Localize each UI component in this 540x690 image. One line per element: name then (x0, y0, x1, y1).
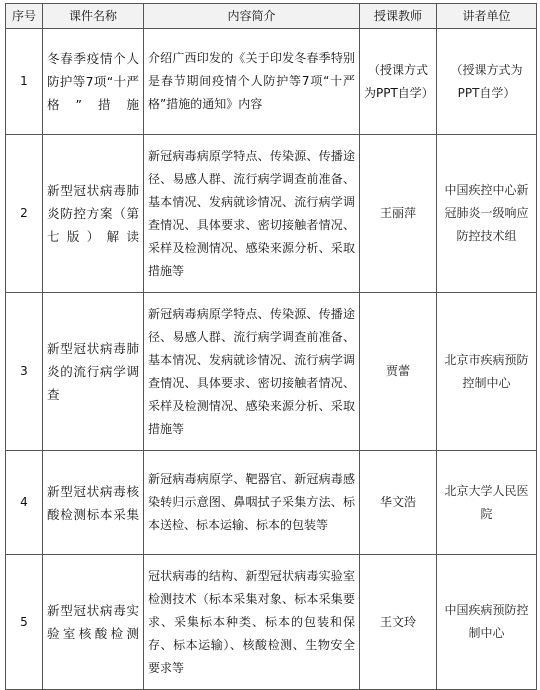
row-num: 3 (6, 293, 43, 451)
row-content: 新冠病毒病原学特点、传染源、传播途径、易感人群、流行病学调查前准备、基本情况、发病就诊情况、流行病学调查情况、具体要求、密切接触者情况、采样及检测情况、感染来源分析、采取措施等 (144, 293, 360, 451)
row-content: 新冠病毒病原学特点、传染源、传播途径、易感人群、流行病学调查前准备、基本情况、发病就诊情况、流行病学调查情况、具体要求、密切接触者情况、采样及检测情况、感染来源分析、采取措施等 (144, 135, 360, 293)
row-num: 1 (6, 29, 43, 135)
row-teacher: 贾蕾 (360, 293, 437, 451)
row-course-name: 新型冠状病毒肺炎防控方案（第七版）解读 (43, 135, 144, 293)
table-row (6, 135, 537, 293)
row-num: 2 (6, 135, 43, 293)
header-course-name: 课件名称 (43, 4, 144, 29)
row-content: 冠状病毒的结构、新型冠状病毒实验室检测技术（标本采集对象、标本采集要求、采集标本种类、标本的包装和保存、标本运输）、核酸检测、生物安全要求等 (144, 555, 360, 690)
header-num: 序号 (6, 4, 43, 29)
row-num: 5 (6, 555, 43, 690)
row-content: 介绍广西印发的《关于印发冬春季特别是春节期间疫情个人防护等7项“十严格”措施的通知》内容 (144, 29, 360, 135)
header-unit: 讲者单位 (437, 4, 537, 29)
row-unit: （授课方式为PPT自学） (437, 29, 537, 135)
row-teacher: 王文玲 (360, 555, 437, 690)
row-unit: 北京大学人民医院 (437, 451, 537, 555)
row-content: 新冠病毒病原学、靶器官、新冠病毒感染转归示意图、鼻咽拭子采集方法、标本送检、标本运输、标本的包装等 (144, 451, 360, 555)
row-course-name: 新型冠状病毒肺炎的流行病学调查 (43, 293, 144, 451)
row-course-name: 冬春季疫情个人防护等7项“十严格”措施 (43, 29, 144, 135)
row-course-name: 新型冠状病毒核酸检测标本采集 (43, 451, 144, 555)
header-teacher: 授课教师 (360, 4, 437, 29)
table-header-row (6, 4, 537, 29)
table-row (6, 293, 537, 451)
row-unit: 中国疾病预防控制中心 (437, 555, 537, 690)
table-row (6, 555, 537, 690)
row-teacher: 王丽萍 (360, 135, 437, 293)
row-course-name: 新型冠状病毒实验室核酸检测 (43, 555, 144, 690)
row-unit: 中国疾控中心新冠肺炎一级响应防控技术组 (437, 135, 537, 293)
course-table (5, 3, 537, 690)
table-row (6, 451, 537, 555)
row-num: 4 (6, 451, 43, 555)
row-teacher: 华文浩 (360, 451, 437, 555)
header-content: 内容简介 (144, 4, 360, 29)
row-teacher: （授课方式为PPT自学） (360, 29, 437, 135)
row-unit: 北京市疾病预防控制中心 (437, 293, 537, 451)
table-row (6, 29, 537, 135)
